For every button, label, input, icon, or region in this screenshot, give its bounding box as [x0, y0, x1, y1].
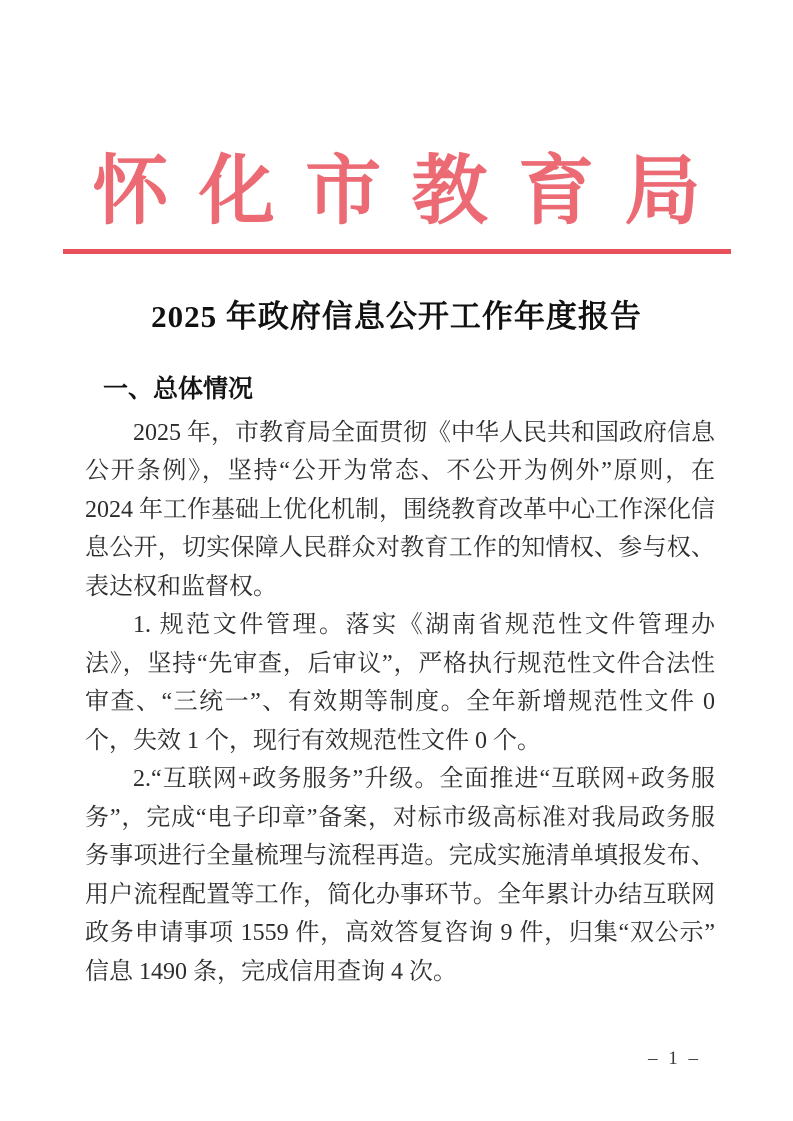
page-number: – 1 – [648, 1048, 701, 1069]
section-heading-overall-situation: 一、总体情况 [103, 374, 254, 403]
paragraph-internet-government-services: 2.“互联网+政务服务”升级。全面推进“互联网+政务服务”，完成“电子印章”备案，对标市级高标准对我局政务服务事项进行全量梳理与流程再造。完成实施清单填报发布、用户流程配置等工作，简化办事环节。全年累计办结互联网政务申请事项 1559 件，高效答复咨询 9 件，归集“双公示”信息 1490 条，完成信用查询 4 次。 [85, 766, 715, 985]
paragraph-normative-documents: 1. 规范文件管理。落实《湖南省规范性文件管理办法》，坚持“先审查，后审议”，严格执行规范性文件合法性审查、“三统一”、有效期等制度。全年新增规范性文件 0 个，失效 1 个，现行有效规范性文件 0 个。 [85, 612, 715, 754]
document-body [0, 374, 793, 992]
letterhead-rule [63, 249, 731, 254]
document-title: 2025 年政府信息公开工作年度报告 [151, 299, 642, 335]
paragraph-overview: 2025 年，市教育局全面贯彻《中华人民共和国政府信息公开条例》，坚持“公开为常态、不公开为例外”原则，在 2024 年工作基础上优化机制，围绕教育改革中心工作深化信息公开，切实保障人民群众对教育工作的知情权、参与权、表达权和监督权。 [85, 419, 715, 600]
letterhead-org-name: 怀化市教育局 [92, 150, 731, 234]
